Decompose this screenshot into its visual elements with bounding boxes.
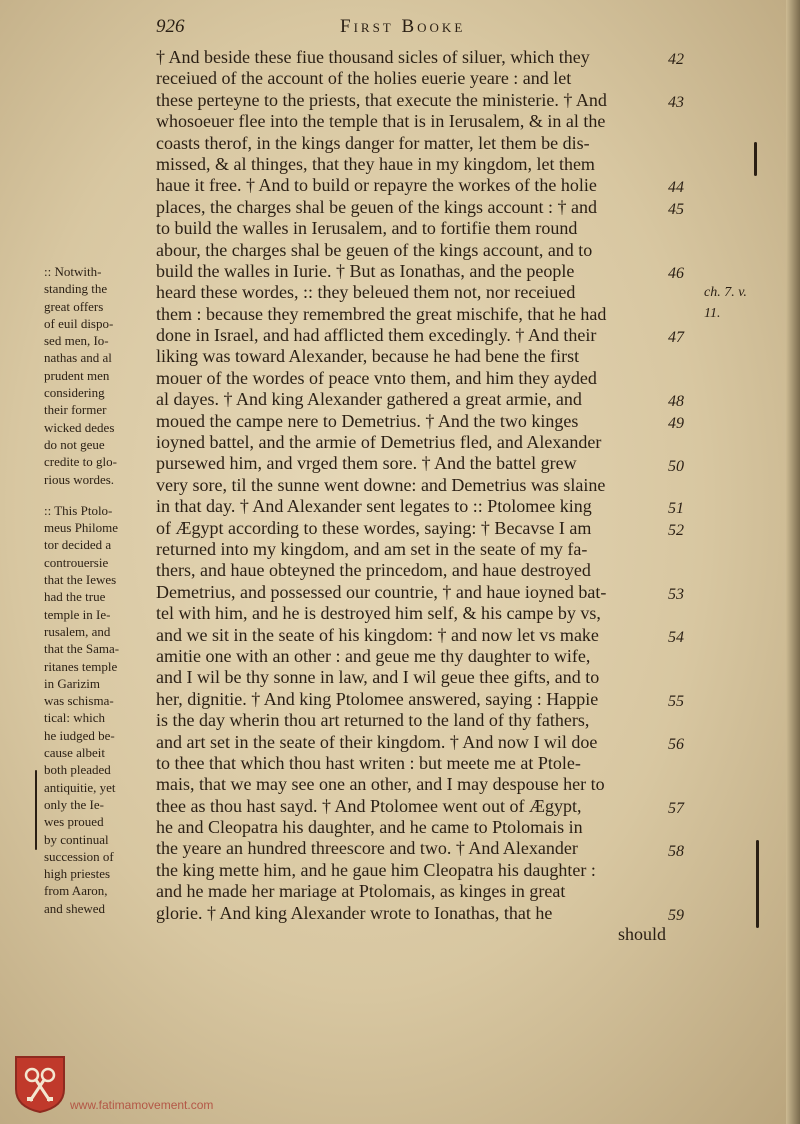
note-line: antiquitie, yet — [44, 779, 116, 795]
text-line: coasts therof, in the kings danger for matter, let them be dis- — [156, 132, 590, 153]
text-line: very sore, til the sunne went downe: and Demetrius was slaine — [156, 474, 606, 495]
main-text-column — [156, 47, 666, 945]
side-note-notwithstanding — [44, 263, 152, 488]
verse-number: 46 — [668, 265, 684, 282]
text-line: these perteyne to the priests, that execute the ministerie. † And — [156, 89, 607, 110]
text-line: and art set in the seate of their kingdom. † And now I wil doe — [156, 731, 598, 752]
note-line: meus Philome — [44, 520, 119, 536]
note-line: nathas and al — [44, 350, 112, 366]
papal-keys-logo-icon — [14, 1055, 66, 1113]
text-line: places, the charges shal be geuen of the kings account : † and — [156, 196, 598, 217]
verse-number: 53 — [668, 586, 684, 603]
note-line: sed men, Io- — [44, 333, 109, 349]
text-line: he and Cleopatra his daughter, and he came to Ptolomais in — [156, 817, 583, 838]
text-line: glorie. † And king Alexander wrote to Ionathas, that he — [156, 902, 553, 923]
text-line: build the walles in Iurie. † But as Ionathas, and the people — [156, 260, 575, 281]
text-line: al dayes. † And king Alexander gathered a great armie, and — [156, 389, 582, 410]
reference-line: 11. — [704, 306, 721, 321]
verse-number: 44 — [668, 179, 684, 197]
note-line: great offers — [44, 298, 104, 314]
margin-marker-left — [35, 770, 37, 850]
note-line: prudent men — [44, 367, 110, 383]
verse-number: 48 — [668, 393, 684, 411]
note-line: considering — [44, 385, 105, 401]
text-line: to thee that which thou hast writen : but meete me at Ptole- — [156, 752, 581, 773]
text-line: them : because they remembred the great mischife, that he had — [156, 303, 607, 324]
reference-line: ch. 7. v. — [704, 285, 747, 300]
margin-marker-right — [754, 142, 757, 176]
note-line: of euil dispo- — [44, 315, 114, 331]
verse-number: 52 — [668, 521, 684, 539]
text-line: done in Israel, and had afflicted them excedingly. † And their — [156, 325, 597, 346]
verse-number: 50 — [668, 457, 684, 475]
note-line: succession of — [44, 848, 114, 864]
text-line: abour, the charges shal be geuen of the kings account, and to — [156, 239, 593, 260]
text-line: of Ægypt according to these wordes, saying: † Becavse I am — [156, 517, 592, 538]
text-line: whosoeuer flee into the temple that is in Ierusalem, & in al the — [156, 111, 606, 132]
text-line: liking was toward Alexander, because he had bene the first — [156, 346, 580, 367]
note-line: temple in Ie- — [44, 606, 111, 622]
text-line: † And beside these fiue thousand sicles of siluer, which they — [156, 47, 590, 67]
text-line: receiued of the account of the holies euerie yeare : and let — [156, 68, 572, 89]
note-line: wicked dedes — [44, 419, 115, 435]
page-number: 926 — [156, 16, 185, 37]
note-line: do not geue — [44, 436, 105, 452]
page-edge-shadow — [786, 0, 800, 1124]
note-line: by continual — [44, 831, 109, 847]
watermark-url: www.fatimamovement.com — [70, 1098, 214, 1112]
text-line: to build the walles in Ierusalem, and to fortifie them round — [156, 218, 578, 239]
note-line: that the Sama- — [44, 641, 120, 657]
text-line: in that day. † And Alexander sent legates to :: Ptolomee king — [156, 496, 592, 517]
text-line: her, dignitie. † And king Ptolomee answered, saying : Happie — [156, 688, 599, 709]
text-line: tel with him, and he is destroyed him self, & his campe by vs, — [156, 603, 601, 624]
text-line: thee as thou hast sayd. † And Ptolomee went out of Ægypt, — [156, 795, 582, 816]
verse-number: 51 — [668, 500, 684, 518]
note-line: cause albeit — [44, 745, 105, 761]
page-header — [156, 16, 656, 46]
verse-number: 42 — [668, 51, 684, 68]
side-note-ptolomeus — [44, 502, 152, 917]
note-line: tical: which — [44, 710, 106, 726]
text-line: and I wil be thy sonne in law, and I wil geue thee gifts, and to — [156, 667, 600, 688]
verse-number: 54 — [668, 628, 684, 646]
text-line: returned into my kingdom, and am set in the seate of my fa- — [156, 538, 588, 559]
text-line: moued the campe nere to Demetrius. † And the two kinges — [156, 410, 579, 431]
verse-number: 55 — [668, 693, 684, 710]
verse-number: 58 — [668, 842, 684, 860]
verse-number: 45 — [668, 200, 684, 218]
note-line: both pleaded — [44, 762, 111, 778]
note-line: only the Ie- — [44, 796, 104, 812]
note-line: credite to glo- — [44, 454, 117, 470]
text-line: mouer of the wordes of peace vnto them, and him they ayded — [156, 367, 597, 388]
text-line: the yeare an hundred threescore and two. † And Alexander — [156, 838, 578, 859]
right-margin-reference — [704, 282, 754, 324]
text-line: should — [617, 924, 666, 945]
note-line: and shewed — [44, 900, 106, 916]
note-line: controuersie — [44, 554, 109, 570]
running-head: First Booke — [340, 16, 466, 37]
verse-number: 57 — [668, 800, 684, 817]
verse-number: 49 — [668, 414, 684, 432]
text-line: Demetrius, and possessed our countrie, † and haue ioyned bat- — [156, 581, 607, 602]
text-line: the king mette him, and he gaue him Cleopatra his daughter : — [156, 859, 596, 880]
text-line: pursewed him, and vrged them sore. † And the battel grew — [156, 453, 577, 474]
note-line: standing the — [44, 281, 108, 297]
text-line: is the day wherin thou art returned to the land of thy fathers, — [156, 710, 590, 731]
text-line: and he made her mariage at Ptolomais, as kinges in great — [156, 881, 566, 902]
verse-number: 43 — [668, 93, 684, 111]
note-line: rious wordes. — [44, 471, 115, 487]
note-line: wes proued — [44, 814, 104, 830]
note-line: in Garizim — [44, 675, 100, 691]
verse-number: 47 — [668, 329, 684, 347]
note-line: from Aaron, — [44, 883, 108, 899]
text-line: thers, and haue obteyned the princedom, and haue destroyed — [156, 560, 591, 581]
note-line: that the Iewes — [44, 572, 117, 588]
note-line: tor decided a — [44, 537, 112, 553]
note-line: high priestes — [44, 866, 111, 882]
text-line: heard these wordes, :: they beleued them not, nor receiued — [156, 282, 576, 303]
text-line: mais, that we may see one an other, and I may despouse her to — [156, 774, 605, 795]
note-line: he iudged be- — [44, 727, 115, 743]
verse-number: 56 — [668, 735, 684, 753]
note-line: rusalem, and — [44, 623, 111, 639]
note-line: had the true — [44, 589, 106, 605]
text-line: missed, & al thinges, that they haue in my kingdom, let them — [156, 153, 595, 174]
note-line: :: This Ptolo- — [44, 502, 113, 518]
verse-number: 59 — [668, 907, 684, 924]
text-line: and we sit in the seate of his kingdom: † and now let vs make — [156, 624, 599, 645]
note-line: their former — [44, 402, 107, 418]
note-line: was schisma- — [44, 693, 114, 709]
note-line: :: Notwith- — [44, 264, 102, 279]
margin-marker-right-lower — [756, 840, 759, 928]
left-margin-notes — [44, 263, 152, 917]
text-line: amitie one with an other : and geue me thy daughter to wife, — [156, 645, 591, 666]
text-line: ioyned battel, and the armie of Demetrius fled, and Alexander — [156, 432, 602, 453]
text-line: haue it free. † And to build or repayre the workes of the holie — [156, 175, 597, 196]
note-line: ritanes temple — [44, 658, 118, 674]
